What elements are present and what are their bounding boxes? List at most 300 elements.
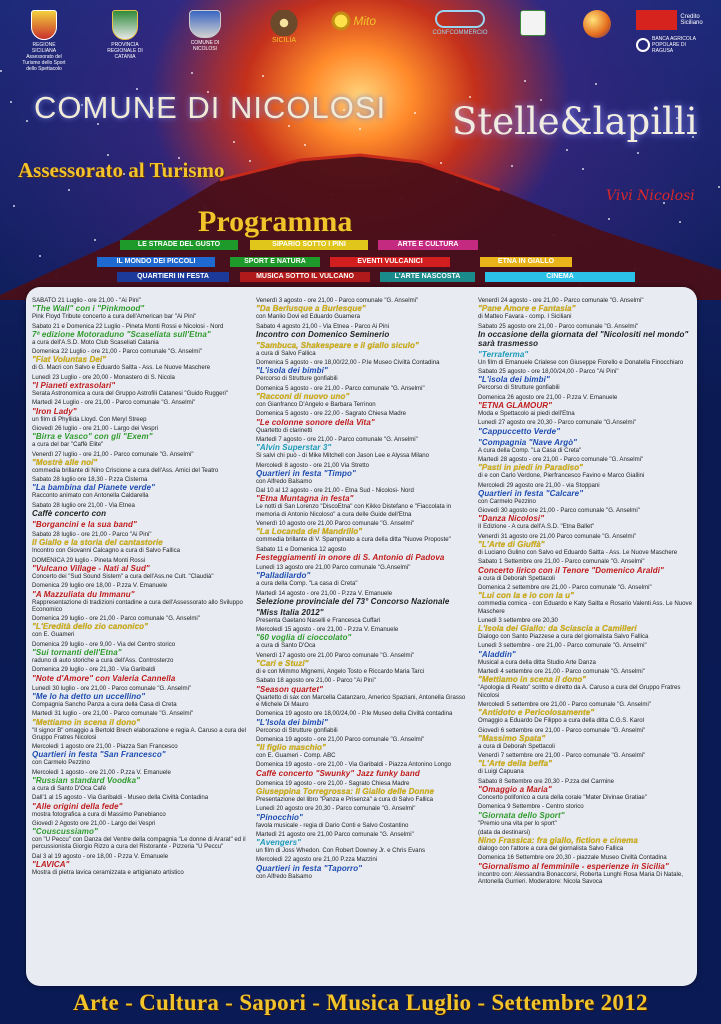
event-date: (data da destinarsi) [478, 828, 531, 836]
logo-comune-label: COMUNE DI NICOLOSI [190, 40, 220, 52]
event-date: Giovedì 30 agosto ore 21,00 - Parco comunale "G. Anselmi" [478, 507, 640, 515]
event-title: "L'Eredità dello zio canonico" [32, 622, 149, 632]
event-description: Si salvi chi può - di Mike Mitchell con Jason Lee e Alyssa Milano [256, 452, 430, 460]
event-date: Lunedì 3 settembre ore 20,30 [478, 616, 558, 624]
event-description: a cura di Santo D'Oca Café [32, 784, 106, 792]
legend-item: MUSICA SOTTO IL VULCANO [240, 272, 370, 282]
programme-event [478, 533, 692, 557]
event-description: "Apologia di Reato" scritto e diretto da A. Caruso a cura del Gruppo Fratres Nicolosi [478, 684, 681, 699]
event-title: "Racconi di nuovo uno" [256, 392, 350, 402]
event-description: un film di Phyllida Lloyd. Con Meryl Streep [32, 415, 147, 423]
programme-event [32, 502, 246, 518]
event-date: Martedì 28 agosto - ore 21,00 - Parco comunale "G. Anselmi" [478, 455, 644, 463]
event-date: Domenica 22 Luglio - ore 21,00 - Parco comunale "G. Anselmi" [32, 348, 202, 356]
star [469, 96, 471, 98]
mito-sun-icon [330, 10, 352, 32]
event-date: Sabato 28 luglio ore 21,00 - Via Etnea [32, 501, 135, 509]
legend-item: L'ARTE NASCOSTA [380, 272, 475, 282]
event-title: "Cari e Stuzi" [256, 659, 309, 669]
logo-provincia [98, 10, 152, 60]
programme-event [256, 546, 470, 562]
event-date: Giovedì 26 luglio - ore 21,00 - Largo dei Vespri [32, 424, 159, 432]
event-date: Mercoledì 5 settembre ore 21,00 - Parco comunale "G. Anselmi" [478, 700, 651, 708]
event-date: Lunedì 13 agosto ore 21,00 Parco comunale "G.Anselmi" [256, 563, 411, 571]
event-date: Giovedì 6 settembre ore 21,00 - Parco comunale "G. Anselmi" [478, 726, 646, 734]
logo-sicilia-label: SICILIA [271, 37, 297, 44]
event-description: incontro con: Alessandra Bonaccorsi, Roberta Lunghi Rosa Maria Di Natale, Antonella Gurrieri. Moderatore: Nicola Savoca [478, 870, 683, 886]
event-description: commedia brillante di Nino Criscione a cura dell'Ass. Amici del Teatro [32, 466, 219, 474]
event-date: Sabato 28 luglio - ore 21,00 - Parco "Ai Pini" [32, 531, 152, 539]
programme-event [256, 608, 470, 624]
logo-confcommercio-label: CONFCOMMERCIO [432, 30, 488, 36]
event-title: "Birra e Vasco" con gli "Exem" [32, 432, 153, 442]
event-date: Mercoledì 15 agosto - ore 21,00 - P.zza V. Emanuele [256, 626, 399, 634]
event-title: Caffè concerto con [32, 509, 107, 519]
event-description: con E. Guameri - Comp. ABC [256, 752, 336, 760]
event-date: Domenica 26 agosto ore 21,00 - P.zza V. Emanuele [478, 393, 618, 401]
event-description: Incontro con Giovanni Calcagno a cura di Salvo Fallica [32, 547, 181, 555]
event-title: "Etna Muntagna in festa" [256, 494, 354, 504]
event-description: Quartetto di clarinetti [256, 426, 313, 434]
event-title: Giuseppina Torregrossa: Il Giallo delle Donne [256, 786, 435, 796]
event-date: DOMENICA 29 luglio - Pineta Monti Rossi [32, 556, 146, 564]
event-title: "Avengers" [256, 838, 302, 848]
event-date: Dal 10 al 12 agosto - ore 21,00 - Etna Sud - Nicolosi- Nord [256, 487, 414, 495]
event-description: di Luigi Capuana [478, 768, 524, 776]
legend-item: IL MONDO DEI PICCOLI [97, 257, 215, 267]
programme-event [256, 359, 470, 383]
programme-event [256, 462, 470, 486]
event-description: un film di Joss Whedon. Con Robert Downey Jr. e Chris Evans [256, 847, 426, 855]
programme-event [256, 710, 470, 734]
programme-event [256, 385, 470, 409]
legend-item: QUARTIERI IN FESTA [117, 272, 229, 282]
event-title: In occasione della giornata del "Nicolositi nel mondo" sarà trasmesso [478, 329, 689, 348]
event-description: con Gianfranco D'Angelo e Barbara Terrinon [256, 401, 376, 409]
programme-event [256, 736, 470, 760]
event-title: "L'isola dei bimbi" [478, 375, 550, 385]
footer-banner: Arte - Cultura - Sapori - Musica Luglio - Settembre 2012 [73, 990, 648, 1015]
event-description: Percorso di Strutture gonfiabili [256, 726, 338, 734]
programme-event [32, 323, 246, 347]
event-description: di Luciano Gulino con Salvo ed Eduardo Saitta - Ass. Le Nuove Maschere [478, 549, 678, 557]
star [10, 101, 12, 103]
programme-event [32, 794, 246, 818]
programme-event [256, 564, 470, 588]
event-title: "Omaggio a Maria" [478, 784, 552, 794]
event-description: mostra fotografica a cura di Massimo Panebianco [32, 810, 166, 818]
programme-event [478, 482, 692, 506]
programme-event [256, 436, 470, 460]
event-date: Martedì 7 agosto - ore 21,00 - Parco comunale "G. Anselmi" [256, 435, 418, 443]
star [191, 72, 193, 74]
event-date: Domenica 19 agosto - ore 21,00 - Via Garibaldi - Piazza Antonino Longo [256, 761, 452, 769]
legend-item: EVENTI VULCANICI [330, 257, 450, 267]
event-title: "Sui tornanti dell'Etna" [32, 648, 122, 658]
event-title: "Lui con la e io con la u" [478, 591, 574, 601]
event-description: Percorso di Strutture gonfiabili [256, 375, 338, 383]
event-description: Un film di Emanuele Crialese con Giuseppe Fiorello e Donatella Finocchiaro [478, 358, 684, 366]
programme-column-3 [478, 297, 692, 887]
event-title: "Pasti in piedi in Paradiso" [478, 463, 584, 473]
programme-event [32, 641, 246, 665]
programme-event [478, 617, 692, 641]
event-title: "Antidoto e Pericolosamente" [478, 708, 595, 718]
event-title: Stelle&lapilli [452, 100, 698, 143]
event-title: "Note d'Amore" con Valeria Cannella [32, 673, 176, 683]
event-description: "Il signor B" omaggio a Bertold Brech elaborazione e regia A. Caruso a cura del Gruppo Fratres Nicolosi [32, 726, 247, 741]
event-date: Venerdì 27 luglio - ore 21,00 - Parco comunale "G. Anselmi" [32, 450, 194, 458]
logo-regione [20, 10, 68, 72]
programme-event [478, 368, 692, 392]
event-date: Giovedì 2 Agosto ore 21,00 - Largo dei Vespri [32, 819, 156, 827]
event-title: "Vulcano Village - Nati al Sud" [32, 563, 150, 573]
programme-event [256, 831, 470, 855]
event-date: Domenica 29 luglio - ore 21,00 - Parco comunale "G. Anselmi" [32, 615, 200, 623]
programme-event [32, 666, 246, 682]
comune-title: COMUNE DI NICOLOSI [34, 90, 387, 125]
programme-event [32, 399, 246, 423]
event-date: Sabato 8 Settembre ore 20,30 - P.zza del Carmine [478, 777, 615, 785]
logo-bapr-label: BANCA AGRICOLA POPOLARE DI RAGUSA [652, 36, 696, 54]
event-date: Martedì 4 settembre ore 21,00 - Parco comunale "G. Anselmi" [478, 668, 645, 676]
programme-event [256, 677, 470, 708]
programme-column-1 [32, 297, 246, 878]
programme-event [478, 584, 692, 615]
event-date: Martedì 24 Luglio - ore 21,00 - Parco comunale "G. Anselmi" [32, 399, 196, 407]
event-description: a cura di Salvo Fallica [256, 349, 316, 357]
programme-event [32, 557, 246, 581]
event-description: Dialogo con Santo Piazzese a cura del giornalista Salvo Fallica [478, 633, 649, 641]
star [0, 70, 2, 72]
event-title: "Mettiamo in scena il dono" [478, 675, 587, 685]
event-title: "LAVICA" [32, 860, 70, 870]
event-description: Concerto dei "Sud Sound Sistem" a cura dell'Ass.ne Cult. "Claudià" [32, 572, 214, 580]
logo-parco [516, 10, 550, 38]
event-description: Pink Floyd Tribute concerto a cura dell'American bar "Ai Pini" [32, 313, 197, 321]
event-title: L'Isola dei Giallo: da Sciascia a Camilleri [478, 624, 637, 634]
programme-event [478, 350, 692, 366]
logo-sicilia [264, 10, 304, 44]
event-description: di e con Carlo Verdone, Pierfrancesco Favino e Marco Giallini [478, 472, 645, 480]
programme-event [32, 520, 246, 529]
parco-mountain-icon [520, 10, 546, 36]
logo-comune [180, 10, 230, 52]
event-title: "Da Berlusque a Burlesque" [256, 304, 366, 314]
logo-provincia-label: PROVINCIA REGIONALE DI CATANIA [107, 42, 143, 60]
event-description: a cura della Comp. "La casa di Creta" [256, 580, 358, 588]
event-date: Domenica 19 agosto - ore 21,00 - Sagrato Chiesa Madre [256, 779, 410, 787]
event-title: "Alle origini della fede" [32, 801, 123, 811]
event-date: Venerdì 7 settembre ore 21,00 - Parco comunale "G. Anselmi" [478, 752, 646, 760]
event-title: "Pinocchio" [256, 812, 303, 822]
event-description: Moda e Spettacolo ai piedi dell'Etna [478, 410, 575, 418]
event-title: "La Locanda del Mandrillo" [256, 527, 363, 537]
event-title: "Miss Italia 2012" [256, 607, 324, 617]
event-date: Mercoledì 1 agosto ore 21,00 - Piazza San Francesco [32, 743, 178, 751]
event-title: Selezione provinciale del 73° Concorso Nazionale [256, 596, 450, 606]
programme-event [32, 769, 246, 793]
event-date: Martedì 21 agosto ore 21,00 Parco comunale "G. Anselmi" [256, 830, 414, 838]
event-title: "60 voglia di cioccolato" [256, 633, 352, 643]
programme-event [32, 820, 246, 851]
event-date: Sabato 4 agosto 21,00 - Via Etnea - Parco Ai Pini [256, 322, 390, 330]
programme-event [256, 761, 470, 777]
programme-event [32, 710, 246, 741]
star [524, 80, 526, 82]
programme-event [478, 778, 692, 802]
event-description: a cura di Deborah Spettacoli [478, 742, 555, 750]
event-date: Martedì 14 agosto - ore 21,00 - P.zza V. Emanuele [256, 589, 393, 597]
event-title: "Danza Nicolosi" [478, 514, 545, 524]
programme-event [32, 582, 246, 613]
event-title: Quartieri in festa "Taporro" [256, 863, 363, 873]
event-date: Domenica 9 Settembre - Centro storico [478, 803, 584, 811]
event-title: "Iron Lady" [32, 406, 77, 416]
legend-item: ARTE E CULTURA [378, 240, 478, 250]
event-title: "Giornata dello Sport" [478, 810, 565, 820]
event-description: di e con Mimmo Mignemi, Angelo Tosto e Riccardo Maria Tarci [256, 668, 425, 676]
programme-event [256, 590, 470, 606]
event-title: "Russian standard Voodka" [32, 775, 141, 785]
programme-event [478, 558, 692, 582]
event-title: "Palladilardo" [256, 571, 311, 581]
programme-event [32, 853, 246, 877]
event-description: Compagnia Sancho Panza a cura della Casa di Creta [32, 700, 177, 708]
programme-event [256, 652, 470, 676]
event-title: "Terraferma" [478, 349, 529, 359]
event-title: "Il figlio maschio" [256, 743, 326, 753]
event-description: Percorso di Strutture gonfiabili [478, 384, 560, 392]
event-date: Sabato 21 e Domenica 22 Luglio - Pineta Monti Rossi e Nicolosi - Nord [32, 322, 224, 330]
programme-event [478, 394, 692, 418]
programme-event [256, 856, 470, 880]
programme-event [32, 425, 246, 449]
programme-event [32, 297, 246, 321]
event-title: "Fiat Voluntas Dei" [32, 355, 107, 365]
event-title: Quartieri in festa "San Francesco" [32, 750, 166, 760]
event-date: Sabato 25 agosto ore 21,00 - Parco comunale "G. Anselmi" [478, 322, 639, 330]
programme-event [256, 297, 470, 321]
programme-event [32, 348, 246, 372]
event-description: a cura del bar "Caffè Elite" [32, 441, 104, 449]
comune-crest-icon [189, 10, 221, 38]
event-title: "La bambina dal Pianete verde" [32, 483, 156, 493]
legend-item: SIPARIO SOTTO I PINI [250, 240, 368, 250]
programme-event [256, 805, 470, 829]
programme-event [478, 701, 692, 725]
logo-mito [330, 10, 390, 32]
event-date: Lunedì 30 luglio - ore 21,00 - Parco comunale "G. Anselmi" [32, 684, 192, 692]
trinacria-icon [266, 10, 302, 36]
event-title: Festeggiamenti in onore di S. Antonio di Padova [256, 552, 445, 562]
event-title: Il Giallo e la storia del cantastorie [32, 538, 163, 548]
event-title: Concerto lirico con il Tenore "Domenico Araldi" [478, 565, 664, 575]
event-date: Sabato 25 agosto - ore 18,00/24,00 - Parco "Ai Pini" [478, 368, 619, 376]
programme-event [256, 323, 470, 339]
event-description: "Premio una vita per lo sport" [478, 819, 557, 827]
legend-item: LE STRADE DEL GUSTO [120, 240, 238, 250]
regione-crest-icon [31, 10, 57, 40]
event-description: Omaggio a Eduardo De Filippo a cura della ditta C.G.S. Karol [478, 717, 644, 725]
programme-event [478, 727, 692, 751]
programme-event [256, 780, 470, 804]
event-title: "Pane Amore e Fantasia" [478, 304, 576, 314]
programme-event [32, 451, 246, 475]
event-description: con Carmelo Pezzino [32, 759, 90, 767]
event-title: "Couscussiamo" [32, 827, 98, 837]
programme-column-2 [256, 297, 470, 882]
star [262, 75, 264, 77]
bapr-icon [636, 38, 650, 52]
event-title: Nino Frassica: fra giallo, fiction e cinema [478, 836, 638, 846]
event-description: a cura dell'A.S.D. Moto Club Scaseliati Catania [32, 338, 159, 346]
event-description: commedia brillante di V. Spampinato a cura della ditta "Nuove Proposte" [256, 536, 451, 544]
slogan: Vivi Nicolosi [606, 188, 695, 204]
event-date: Venerdì 10 agosto ore 21,00 Parco comunale "G. Anselmi" [256, 520, 415, 528]
event-date: Lunedì 27 agosto ore 20,30 - Parco comunale "G.Anselmi" [478, 419, 637, 427]
programme-event [32, 531, 246, 555]
programme-event [256, 520, 470, 544]
event-date: Domenica 2 settembre ore 21,00 - Parco comunale "G. Anselmi" [478, 583, 652, 591]
event-title: "L'isola dei bimbi" [256, 366, 328, 376]
event-date: Domenica 5 agosto - ore 21,00 - Parco comunale "G. Anselmi" [256, 384, 425, 392]
event-title: "Compagnia "Nave Argò" [478, 437, 578, 447]
programme-event [32, 374, 246, 398]
programme-event [478, 456, 692, 480]
event-date: Sabato 11 e Domenica 12 agosto [256, 545, 347, 553]
event-title: "Season quartet" [256, 684, 323, 694]
event-description: Presentazione del libro "Panza e Prisenza" a cura di Salvo Fallica [256, 795, 434, 803]
event-title: "Aladdin" [478, 649, 516, 659]
event-description: a cura di Santo D'Oca [256, 642, 316, 650]
programme-event [32, 615, 246, 639]
programme-event [256, 487, 470, 518]
event-description: con "U Peccu" con Danza del Ventre della compagnia "Le donne di Ararat" ed il percussionista Giorgio Rizzo a cura del Ristorante - Pizzeria "U Peccu" [32, 836, 246, 851]
event-title: "Massimo Spata" [478, 733, 546, 743]
event-date: Sabato 1 Settembre ore 21,00 - Parco comunale "G. Anselmi" [478, 558, 645, 566]
programme-event [478, 297, 692, 321]
programme-event [256, 410, 470, 434]
event-date: Domenica 5 agosto - ore 22,00 - Sagrato Chiesa Madre [256, 410, 407, 418]
event-description: favola musicale - regia di Dario Conti e Salvo Costantino [256, 821, 409, 829]
event-title: "Borgancini e la sua band" [32, 520, 137, 530]
event-title: "L'Arte di Giuffà" [478, 540, 545, 550]
event-title: "Mostrè alle noi" [32, 457, 98, 467]
programme-event [478, 438, 692, 454]
event-description: Concerto polifonico a cura della corale "Mater Divinae Gratiae" [478, 793, 647, 801]
event-description: Presenta Gaetano Naselli e Francesca Cuffari [256, 616, 381, 624]
event-title: "A Mazzuliata du Immanu" [32, 589, 135, 599]
event-date: Venerdì 24 agosto - ore 21,00 - Parco comunale "G. Anselmi" [478, 297, 644, 304]
event-title: "The Wall" con i "Pinkmood" [32, 304, 145, 314]
programme-panel [26, 287, 697, 986]
event-date: Venerdì 3 agosto - ore 21,00 - Parco comunale "G. Anselmi" [256, 297, 419, 304]
event-title: "Mettiamo in scena il dono" [32, 717, 141, 727]
event-description: a cura di Deborah Spettacoli [478, 574, 555, 582]
event-title: "Giornalismo al femminile - esperienze in Sicilia" [478, 861, 669, 871]
event-date: Lunedì 20 agosto ore 20,30 - Parco comunale "G. Anselmi" [256, 805, 416, 813]
event-description: Rappresentazione di tradizioni contadine a cura dell'Assessorato allo Sviluppo Economico [32, 598, 243, 613]
programma-heading: Programma [198, 205, 353, 238]
event-title: "Cappuccetto Verde" [478, 426, 561, 436]
programme-event [478, 419, 692, 435]
event-title: Quartieri in festa "Calcare" [478, 488, 584, 498]
programme-event [478, 829, 692, 853]
event-description: Musical a cura della ditta Studio Arte Danza [478, 658, 596, 666]
event-date: Martedì 31 luglio - ore 21,00 - Parco comunale "G. Anselmi" [32, 710, 194, 718]
programme-event [478, 642, 692, 666]
event-description: Serata Astronomica a cura del Gruppo Astrofili Catanesi "Guido Ruggeri" [32, 390, 229, 398]
event-date: Domenica 19 agosto ore 18,00/24,00 - P.le Museo della Civiltà contadina [256, 710, 453, 718]
event-description: di Matteo Favara - comp. I Siciliani [478, 313, 572, 321]
event-description: con Alfredo Balsamo [256, 477, 312, 485]
event-description: dialogo con l'attore a cura del giornalista Salvo Fallica [478, 845, 624, 853]
programme-event [256, 626, 470, 650]
event-date: Domenica 29 luglio ore 18,00 - P.zza V. Emanuele [32, 582, 168, 590]
legend-item: CINEMA [485, 272, 635, 282]
event-date: Mercoledì 1 agosto - ore 21,00 - P.zza V. Emanuele [32, 768, 171, 776]
event-date: Venerdì 31 agosto ore 21,00 Parco comunale "G. Anselmi" [478, 532, 637, 540]
event-date: Dall'1 al 15 agosto - Via Garibaldi - Museo della Civiltà Contadina [32, 794, 209, 802]
event-description: con Alfredo Balsamo [256, 872, 312, 880]
event-description: Racconto animato con Antonella Caldarella [32, 492, 149, 500]
event-description: con Carmelo Pezzino [478, 497, 536, 505]
provincia-crest-icon [112, 10, 138, 40]
legend-item: SPORT E NATURA [230, 257, 320, 267]
event-date: Domenica 19 agosto - ore 21,00 Parco comunale "G. Anselmi" [256, 735, 425, 743]
legend-item: ETNA IN GIALLO [480, 257, 572, 267]
event-description: commedia comica - con Eduardo e Katy Saitta e Rosario Valenti Ass. Le Nuove Maschere [478, 600, 692, 615]
event-date: Mercoledì 29 agosto ore 21,00 - via Stoppani [478, 481, 600, 489]
programme-event [478, 803, 692, 827]
event-title: 7ª edizione Motoraduno "Scaseliata sull'Etna" [32, 329, 211, 339]
credito-siciliano-icon [636, 10, 677, 30]
event-title: Caffè concerto "Swunky" Jazz funky band [256, 768, 420, 778]
event-description: A cura della Comp. "La Casa di Creta" [478, 446, 582, 454]
event-date: SABATO 21 Luglio - ore 21,00 - "Ai Pini" [32, 297, 141, 304]
sponsor-logos [20, 10, 710, 72]
programme-event [478, 668, 692, 699]
programme-event [478, 752, 692, 776]
event-title: "L'Isola dei bimbi" [256, 717, 328, 727]
event-date: Lunedì 3 settembre - ore 21,00 - Parco comunale "G. Anselmi" [478, 642, 647, 650]
star [414, 112, 416, 114]
event-date: Mercoledì 22 agosto ore 21,00 P.zza Mazzini [256, 856, 378, 864]
event-date: Dal 3 al 19 agosto - ore 18,00 - P.zza V. Emanuele [32, 852, 169, 860]
logo-credito-label: Credito Siciliano [680, 14, 703, 26]
event-title: Quartieri in festa "Timpo" [256, 468, 356, 478]
confcommercio-icon [435, 10, 485, 28]
logo-credito [636, 10, 706, 54]
programme-event [478, 507, 692, 531]
event-title: "Alvin Superstar 3" [256, 443, 332, 453]
event-date: Domenica 29 luglio - ore 9,00 - Via del Centro storico [32, 640, 176, 648]
planet-icon [583, 10, 611, 38]
event-date: Sabato 18 agosto ore 21,00 - Parco "Ai Pini" [256, 677, 376, 685]
event-description: con Manlio Dovi ed Eduardo Guarnera [256, 313, 360, 321]
programme-event [32, 743, 246, 767]
event-title: "I Pianeti extrasolari" [32, 381, 116, 391]
event-description: Mostra di pietra lavica ceramizzata e artigianato artistico [32, 869, 184, 877]
logo-confcommercio [430, 10, 490, 36]
logo-ball [580, 10, 614, 40]
event-title: "Sambuca, Shakespeare e il giallo siculo" [256, 340, 419, 350]
event-description: Le notti di San Lorenzo "DiscoEtna" con Kikko Distefano e "Fiaccolata in memoria di Antonio Nicoloso" a cura delle Guide dell'Etna [256, 503, 452, 518]
event-date: Domenica 16 Settembre ore 20,30 - piazzale Museo Civiltà Contadina [478, 854, 667, 862]
event-title: "L'Arte della beffa" [478, 759, 553, 769]
event-title: "Le colonne sonore della Vita" [256, 417, 375, 427]
